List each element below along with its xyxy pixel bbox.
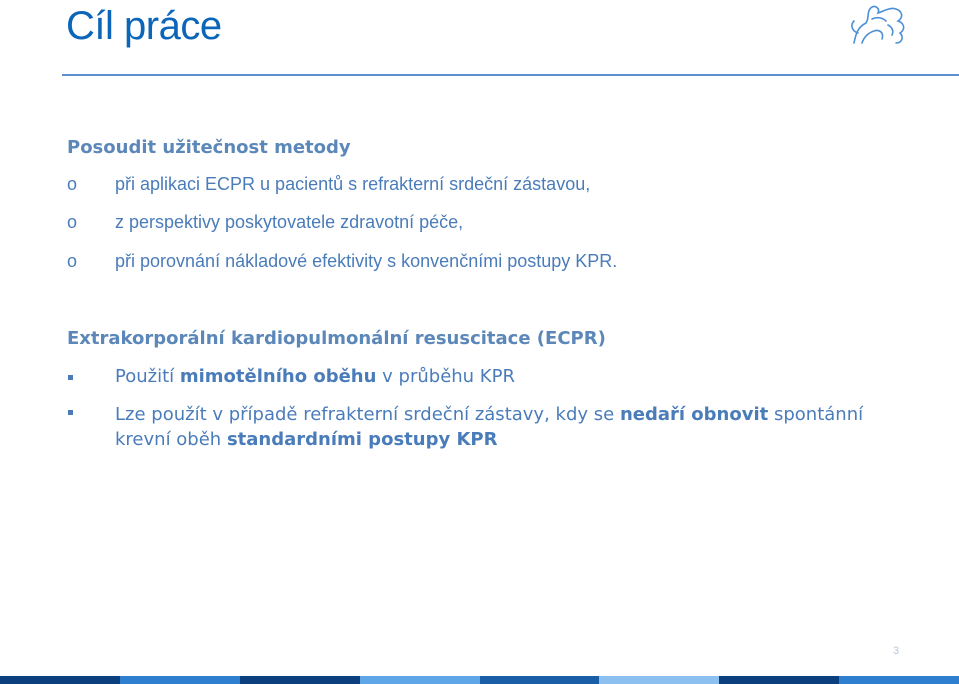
circle-bullet: o (67, 251, 78, 271)
item-text: Lze použít v případě refrakterní srdeční zástavy, kdy se (115, 404, 620, 425)
title-divider (62, 74, 959, 76)
footer-stripe (360, 676, 480, 684)
footer-stripe (120, 676, 240, 684)
circle-bullet: o (67, 212, 78, 232)
footer-stripe (839, 676, 959, 684)
slide-title: Cíl práce (66, 4, 222, 48)
item-bold-text: mimotělního oběhu (179, 366, 377, 387)
list-item (115, 364, 915, 389)
list-item (115, 402, 915, 452)
footer-stripe (480, 676, 600, 684)
lion-logo-icon (848, 3, 908, 47)
square-bullet-icon (68, 375, 73, 380)
item-bold-text: standardními postupy KPR (226, 429, 498, 450)
footer-stripe (719, 676, 839, 684)
footer-stripe (599, 676, 719, 684)
page-number: 3 (893, 645, 900, 657)
list-item-text: z perspektivy poskytovatele zdravotní péče, (115, 212, 464, 232)
list-item-text: při porovnání nákladové efektivity s konvenčními postupy KPR. (115, 251, 618, 271)
item-text: spontánní krevní oběh (115, 404, 864, 450)
item-text: v průběhu KPR (376, 366, 515, 387)
item-bold-text: nedaří obnovit (619, 404, 769, 425)
item-text: Použití (115, 366, 180, 387)
circle-bullet: o (67, 174, 78, 194)
list-item-text: při aplikaci ECPR u pacientů s refrakterní srdeční zástavou, (115, 174, 591, 194)
section2-heading: Extrakorporální kardiopulmonální resuscitace (ECPR) (67, 328, 606, 349)
footer-stripe (0, 676, 120, 684)
footer-stripe (240, 676, 360, 684)
footer-color-bar (0, 676, 959, 684)
square-bullet-icon (68, 410, 73, 415)
section1-heading: Posoudit užitečnost metody (67, 137, 351, 158)
